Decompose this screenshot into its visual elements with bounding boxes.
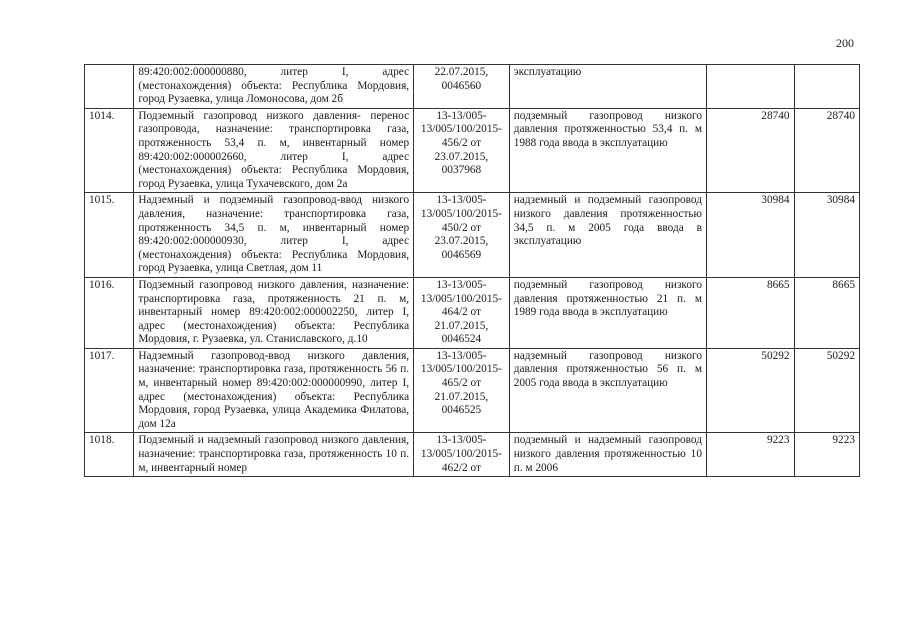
table-row [85,277,860,348]
registration-line: 23.07.2015, [434,235,489,248]
registration-line: 465/2 от [441,377,481,390]
registration-line: 13-13/005- [436,278,487,291]
value-residual: 8665 [794,277,859,348]
row-number [85,65,134,109]
registration-line: 13/005/100/2015- [420,448,502,461]
registration-line: 0046569 [441,248,482,261]
object-description: Подземный газопровод низкого давления- перенос газопровода, назначение: транспортировка газа, протяженность 53,4 п. м, инвентарный номер 89:420:002:000002660, литер I, адрес (местонахождения) объекта: Республика Мордовия, город Рузаевка, улица Тухачевского, дом 2а [134,108,414,193]
registration-line: 0046525 [441,404,482,417]
registration-line: 0046560 [441,79,482,92]
registration-info [414,193,510,278]
object-description: Подземный и надземный газопровод низкого давления, назначение: транспортировка газа, протяженность 10 п. м, инвентарный номер [134,433,414,477]
object-description: Надземный газопровод-ввод низкого давления, назначение: транспортировка газа, протяженность 56 п. м, инвентарный номер 89:420:002:000000990, литер I, адрес (местонахождения) объекта: Республика Мордовия, город Рузаевка, улица Академика Филатова, дом 12а [134,348,414,433]
row-number: 1015. [85,193,134,278]
registration-line: 456/2 от [441,136,481,149]
row-number: 1017. [85,348,134,433]
registration-line: 0046524 [441,333,482,346]
registration-line: 23.07.2015, [434,150,489,163]
characteristics: надземный газопровод низкого давления протяженностью 56 п. м 2005 года ввода в эксплуатацию [509,348,706,433]
characteristics: надземный и подземный газопровод низкого давления протяженностью 34,5 п. м 2005 года ввода в эксплуатацию [509,193,706,278]
page-number: 200 [836,36,854,50]
object-description: Подземный газопровод низкого давления, назначение: транспортировка газа, протяженность 21 п. м, инвентарный номер 89:420:002:000002250, литер I, адрес (местонахождения) объекта: Республика Мордовия, г. Рузаевка, ул. Станиславского, д.10 [134,277,414,348]
registration-line: 13-13/005- [436,349,487,362]
value-balance: 8665 [706,277,794,348]
registration-info [414,108,510,193]
characteristics: подземный и надземный газопровод низкого давления протяженностью 10 п. м 2006 [509,433,706,477]
registration-line: 21.07.2015, [434,319,489,332]
table-row [85,65,860,109]
value-balance: 30984 [706,193,794,278]
table-row [85,433,860,477]
registration-line: 13/005/100/2015- [420,123,502,136]
registration-line: 13/005/100/2015- [420,363,502,376]
value-residual: 28740 [794,108,859,193]
table-row [85,193,860,278]
registration-line: 13-13/005- [436,194,487,207]
registration-line: 13/005/100/2015- [420,207,502,220]
characteristics: подземный газопровод низкого давления протяженностью 53,4 п. м 1988 года ввода в эксплуатацию [509,108,706,193]
value-balance: 50292 [706,348,794,433]
registration-line: 0037968 [441,164,482,177]
row-number: 1014. [85,108,134,193]
table-row [85,348,860,433]
registration-line: 22.07.2015, [434,66,489,78]
value-balance: 9223 [706,433,794,477]
registration-info [414,277,510,348]
object-description: Надземный и подземный газопровод-ввод низкого давления, назначение: транспортировка газа, протяженность 34,5 п. м, инвентарный номер 89:420:002:000000930, литер I, адрес (местонахождения) объекта: Республика Мордовия, город Рузаевка, улица Светлая, дом 11 [134,193,414,278]
registration-info [414,65,510,109]
registration-line: 450/2 от [441,221,481,234]
property-registry-table [84,64,860,477]
value-residual [794,65,859,109]
row-number: 1018. [85,433,134,477]
characteristics: подземный газопровод низкого давления протяженностью 21 п. м 1989 года ввода в эксплуатацию [509,277,706,348]
registration-info [414,433,510,477]
registration-line: 21.07.2015, [434,390,489,403]
value-residual: 50292 [794,348,859,433]
characteristics: эксплуатацию [509,65,706,109]
value-residual: 9223 [794,433,859,477]
registration-line: 462/2 от [441,461,481,474]
table-row [85,108,860,193]
row-number: 1016. [85,277,134,348]
object-description: 89:420:002:000000880, литер I, адрес (местонахождения) объекта: Республика Мордовия, город Рузаевка, улица Ломоносова, дом 2б [134,65,414,109]
value-balance: 28740 [706,108,794,193]
registration-line: 13-13/005- [436,434,487,447]
value-residual: 30984 [794,193,859,278]
registration-info [414,348,510,433]
registration-line: 464/2 от [441,306,481,319]
registration-line: 13-13/005- [436,109,487,122]
registration-line: 13/005/100/2015- [420,292,502,305]
value-balance [706,65,794,109]
